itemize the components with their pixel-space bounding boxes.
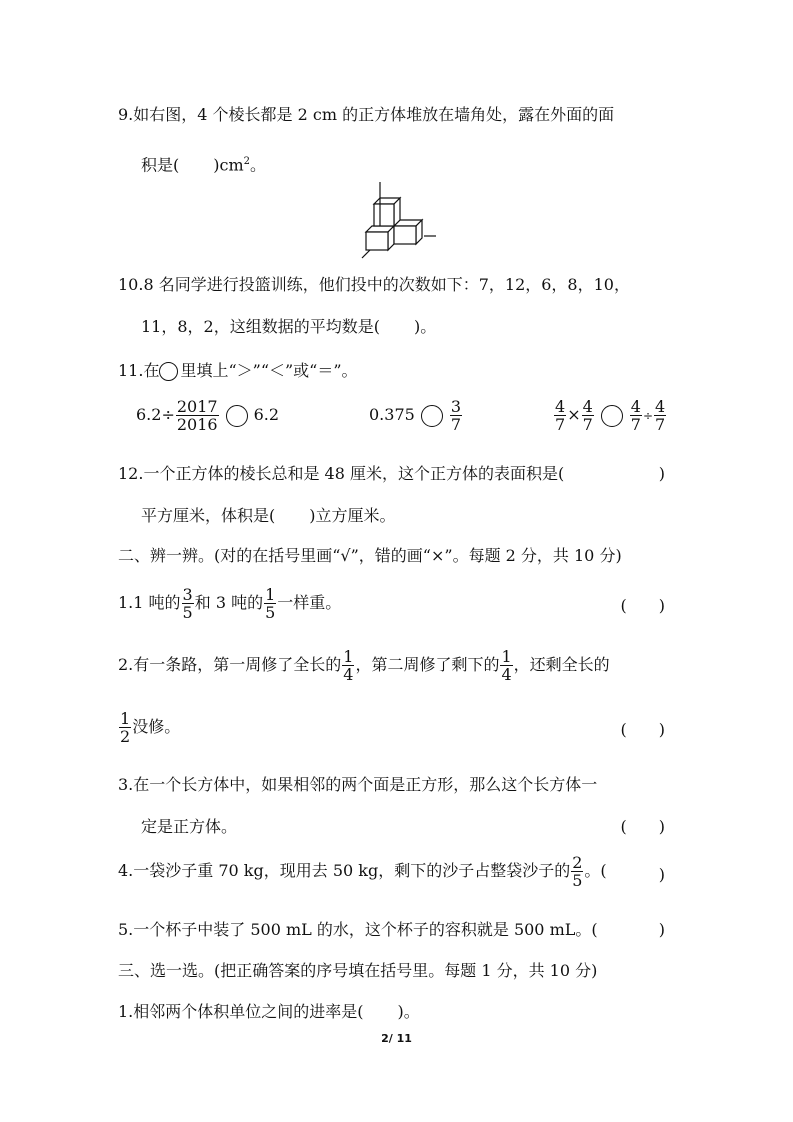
judge-4: 4.一袋沙子重 70 kg，现用去 50 kg，剩下的沙子占整袋沙子的 $\frac{2}{5}$ 。( xyxy=(118,853,607,890)
judge-2-answer-paren[interactable]: ( ) xyxy=(620,720,665,739)
q11-item-b: 0.375 $\frac{3}{7}$ xyxy=(369,397,461,434)
choice-1: 1.相邻两个体积单位之间的进率是( )。 xyxy=(118,1002,420,1021)
q9-line1: 9.如右图，4 个棱长都是 2 cm 的正方体堆放在墙角处，露在外面的面 xyxy=(118,105,615,124)
judge-5-answer-paren[interactable]: ) xyxy=(658,920,665,939)
judge-2-line2: $\frac{1}{2}$ 没修。 xyxy=(120,709,181,746)
q12-line1: 12.一个正方体的棱长总和是 48 厘米，这个正方体的表面积是( xyxy=(118,464,565,483)
compare-circle-icon xyxy=(159,362,178,381)
judge-4-answer-paren[interactable]: ) xyxy=(658,865,665,884)
cube-corner-figure xyxy=(352,180,442,260)
judge-1-answer-paren[interactable]: ( ) xyxy=(620,596,665,615)
judge-3-answer-paren[interactable]: ( ) xyxy=(620,817,665,836)
q10-line1: 10.8 名同学进行投篮训练，他们投中的次数如下：7，12，6，8，10， xyxy=(118,275,630,294)
answer-circle-icon[interactable] xyxy=(421,405,443,427)
judge-1: 1.1 吨的 $\frac{3}{5}$ 和 3 吨的 $\frac{1}{5}$ 一样重。 xyxy=(118,585,342,622)
judge-3-line1: 3.在一个长方体中，如果相邻的两个面是正方形，那么这个长方体一 xyxy=(118,775,598,794)
answer-circle-icon[interactable] xyxy=(601,405,623,427)
section-3-title: 三、选一选。(把正确答案的序号填在括号里。每题 1 分，共 10 分) xyxy=(118,961,598,980)
judge-3-line2: 定是正方体。 xyxy=(141,817,238,836)
q9-line2: 积是( )$cm^2$。 xyxy=(141,155,267,175)
q12-line2: 平方厘米，体积是( )立方厘米。 xyxy=(141,506,396,525)
q11-item-c: $\frac{4}{7}$ × $\frac{4}{7}$ $\frac{4}{7}$ ÷ $\frac{4}{7}$ xyxy=(555,397,666,434)
q11-instruction: 11.在 里填上“＞”“＜”或“＝”。 xyxy=(118,361,358,380)
q10-line2: 11，8，2，这组数据的平均数是( )。 xyxy=(141,317,437,336)
answer-circle-icon[interactable] xyxy=(226,405,248,427)
q12-line1-paren: ) xyxy=(658,464,665,483)
page-number: 2/ 11 xyxy=(381,1032,412,1045)
section-2-title: 二、辨一辨。(对的在括号里画“√”，错的画“×”。每题 2 分，共 10 分) xyxy=(118,546,622,565)
judge-2-line1: 2.有一条路，第一周修了全长的 $\frac{1}{4}$ ，第二周修了剩下的 $\frac{1}{4}$ ，还剩全长的 xyxy=(118,647,610,684)
judge-5: 5.一个杯子中装了 500 mL 的水，这个杯子的容积就是 500 mL。( xyxy=(118,920,598,939)
q11-item-a: 6.2÷ $\frac{2017}{2016}$ 6.2 xyxy=(136,397,280,434)
